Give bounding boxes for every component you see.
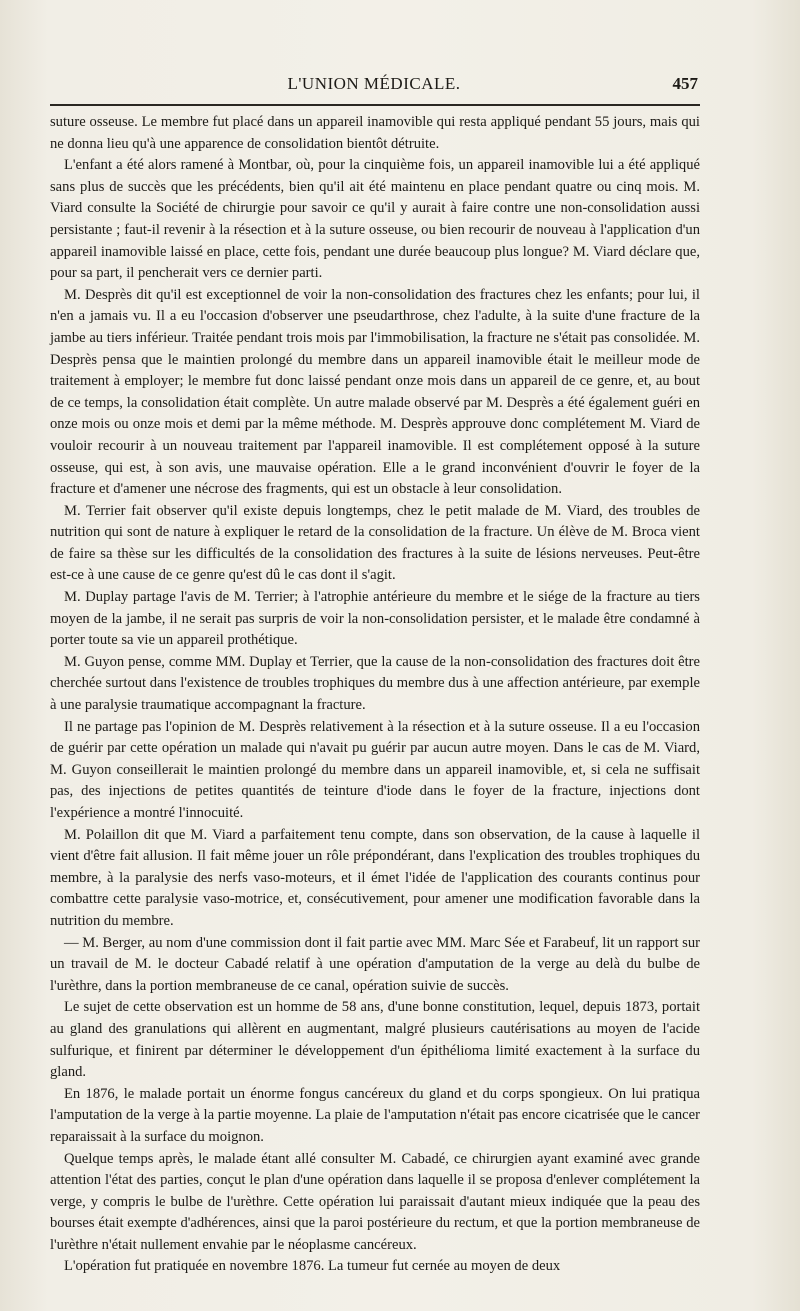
- paragraph: Quelque temps après, le malade étant allé consulter M. Cabadé, ce chirurgien ayant examiné avec grande attention l'état des parties, conçut le plan d'une opération dans laquelle il se proposa d'enlever complétement la verge, y compris le bulbe de l'urèthre. Cette opération lui paraissait d'autant mieux indiquée que la peau des bourses était exempte d'adhérences, ainsi que la paroi postérieure du rectum, et que la portion membraneuse de l'urèthre n'était nullement envahie par le néoplasme cancéreux.: [50, 1150, 700, 1253]
- paragraph: suture osseuse. Le membre fut placé dans un appareil inamovible qui resta appliqué pendant 55 jours, mais qui ne donna lieu qu'à une apparence de consolidation bientôt détruite.: [50, 114, 700, 152]
- header-rule: [50, 104, 700, 106]
- paragraph: — M. Berger, au nom d'une commission dont il fait partie avec MM. Marc Sée et Farabeuf, lit un rapport sur un travail de M. le docteur Cabadé relatif à une opération d'amputation de la verge au delà du bulbe de l'urèthre, dans la portion membraneuse de ce canal, opération suivie de succès.: [50, 934, 700, 994]
- paragraph: M. Terrier fait observer qu'il existe depuis longtemps, chez le petit malade de M. Viard, des troubles de nutrition qui sont de nature à expliquer le retard de la consolidation de la fracture. Un élève de M. Broca vient de faire sa thèse sur les difficultés de la consolidation des fractures à la suite de lésions nerveuses. Peut-être est-ce à une cause de ce genre qu'est dû le cas dont il s'agit.: [50, 502, 700, 584]
- running-title: L'UNION MÉDICALE.: [287, 74, 461, 93]
- paragraph: M. Polaillon dit que M. Viard a parfaitement tenu compte, dans son observation, de la cause à laquelle il vient d'être fait allusion. Il fait même jouer un rôle prépondérant, dans l'explication des troubles trophiques du membre, à la paralysie des nerfs vaso-moteurs, et il émet l'idée de l'application des courants continus pour combattre cette paralysie vaso-motrice, et, consécutivement, pour amener une modification favorable dans la nutrition du membre.: [50, 826, 700, 929]
- paragraph: Le sujet de cette observation est un homme de 58 ans, d'une bonne constitution, lequel, depuis 1873, portait au gland des granulations qui allèrent en augmentant, malgré plusieurs cautérisations au moyen de l'acide sulfurique, et finirent par déterminer le développement d'un épithélioma limité exactement à la surface du gland.: [50, 999, 700, 1081]
- paragraph: Il ne partage pas l'opinion de M. Desprès relativement à la résection et à la suture osseuse. Il a eu l'occasion de guérir par cette opération un malade qui n'avait pu guérir par aucun autre moyen. Dans le cas de M. Viard, M. Guyon conseillerait le maintien prolongé du membre dans un appareil inamovible, et, si cela ne suffisait pas, des injections de petites quantités de teinture d'iode dans le foyer de la fracture, injections dont l'expérience a montré l'innocuité.: [50, 718, 700, 821]
- paragraph: M. Duplay partage l'avis de M. Terrier; à l'atrophie antérieure du membre et le siége de la fracture au tiers moyen de la jambe, il ne serait pas surpris de voir la non-consolidation persister, et le malade être condamné à porter toute sa vie un appareil prothétique.: [50, 589, 700, 649]
- body-text: [50, 112, 700, 1278]
- paragraph: L'opération fut pratiquée en novembre 1876. La tumeur fut cernée au moyen de deux: [64, 1258, 561, 1275]
- paragraph: L'enfant a été alors ramené à Montbar, où, pour la cinquième fois, un appareil inamovible lui a été appliqué sans plus de succès que les précédents, bien qu'il ait été maintenu en place pendant quatre ou cinq mois. M. Viard consulte la Société de chirurgie pour savoir ce qu'il y aurait à faire contre une non-consolidation aussi persistante ; faut-il revenir à la résection et à la suture osseuse, ou bien recourir de nouveau à l'application d'un appareil inamovible laissé en place, cette fois, pendant une durée beaucoup plus longue? M. Viard déclare que, pour sa part, il pencherait vers ce dernier parti.: [50, 157, 700, 282]
- paragraph: En 1876, le malade portait un énorme fongus cancéreux du gland et du corps spongieux. On lui pratiqua l'amputation de la verge à la partie moyenne. La plaie de l'amputation n'était pas encore cicatrisée que le cancer reparaissait à la surface du moignon.: [50, 1085, 700, 1145]
- page-header: [50, 70, 698, 104]
- paragraph: M. Guyon pense, comme MM. Duplay et Terrier, que la cause de la non-consolidation des fractures doit être cherchée surtout dans l'existence de troubles trophiques du membre dus à une affection antérieure, par exemple à une paralysie traumatique accompagnant la fracture.: [50, 653, 700, 714]
- paragraph: M. Desprès dit qu'il est exceptionnel de voir la non-consolidation des fractures chez les enfants; pour lui, il n'en a jamais vu. Il a eu l'occasion d'observer une pseudarthrose, chez l'adulte, à la suite d'une fracture de la jambe au tiers inférieur. Traitée pendant trois mois par l'immobilisation, la fracture ne s'était pas consolidée. M. Desprès pensa que le maintien prolongé du membre dans un appareil inamovible était le meilleur mode de traitement à employer; le membre fut donc laissé pendant onze mois dans un appareil de ce genre, et, au bout de ce temps, la consolidation était complète. Un autre malade observé par M. Desprès a été également guéri en onze mois ou onze mois et demi par la même méthode. M. Desprès approuve donc complétement M. Viard de vouloir recourir à un nouveau traitement par l'appareil inamovible. Il est complétement opposé à la suture osseuse, qui est, à son avis, une mauvaise opération. Elle a le grand inconvénient d'ouvrir le foyer de la fracture et d'amener une nécrose des fragments, qui est un obstacle à leur consolidation.: [50, 286, 700, 498]
- page-number: 457: [672, 74, 698, 93]
